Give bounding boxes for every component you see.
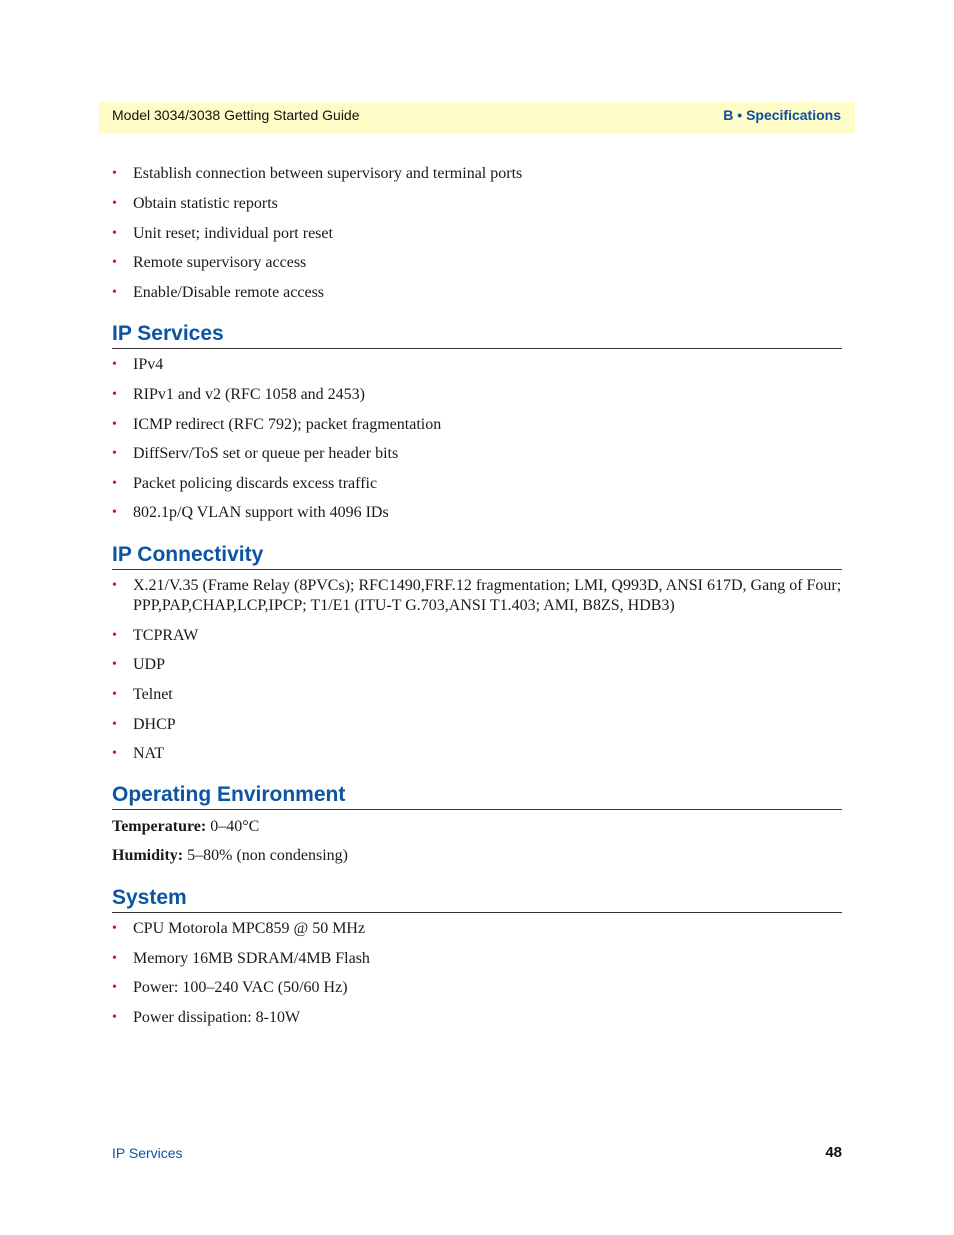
- list-item: • Memory 16MB SDRAM/4MB Flash: [112, 950, 370, 967]
- list-item: • Power: 100–240 VAC (50/60 Hz): [112, 979, 348, 996]
- section-title-ip-services: IP Services: [112, 322, 842, 349]
- bullet-icon: •: [112, 196, 117, 211]
- list-item: • Establish connection between supervisory and terminal ports: [112, 165, 523, 182]
- list-item: • X.21/V.35 (Frame Relay (8PVCs); RFC1490,FRF.12 fragmentation; LMI, Q993D, ANSI 617D, Gang of Four; PPP,PAP,CHAP,LCP,IPCP; T1/E1 (ITU-T G.703,ANSI T1.403; AMI, B8ZS, HDB3): [112, 577, 842, 614]
- bullet-icon: •: [112, 446, 117, 461]
- bullet-icon: •: [112, 657, 117, 672]
- list-item: • DHCP: [112, 716, 176, 733]
- temperature-label: Temperature:: [112, 818, 207, 835]
- list-item: • IPv4: [112, 356, 164, 373]
- bullet-icon: •: [112, 746, 117, 761]
- bullet-icon: •: [112, 717, 117, 732]
- bullet-icon: •: [112, 505, 117, 520]
- list-item: • ICMP redirect (RFC 792); packet fragmentation: [112, 416, 442, 433]
- list-item: • 802.1p/Q VLAN support with 4096 IDs: [112, 504, 389, 521]
- header-doc-title: Model 3034/3038 Getting Started Guide: [112, 107, 360, 123]
- humidity-spec: [112, 846, 348, 866]
- bullet-icon: •: [112, 357, 117, 372]
- list-item: • DiffServ/ToS set or queue per header bits: [112, 445, 399, 462]
- bullet-icon: •: [112, 687, 117, 702]
- bullet-icon: •: [112, 387, 117, 402]
- bullet-icon: •: [112, 578, 117, 593]
- header-section-label: B • Specifications: [723, 107, 841, 123]
- page-number: 48: [825, 1144, 842, 1161]
- bullet-icon: •: [112, 226, 117, 241]
- list-item: • UDP: [112, 656, 166, 673]
- bullet-icon: •: [112, 417, 117, 432]
- list-item: • Packet policing discards excess traffic: [112, 475, 378, 492]
- list-item: • Remote supervisory access: [112, 254, 307, 271]
- list-item: • Power dissipation: 8-10W: [112, 1009, 301, 1026]
- list-item: • Unit reset; individual port reset: [112, 225, 333, 242]
- bullet-icon: •: [112, 951, 117, 966]
- list-item: • NAT: [112, 745, 165, 762]
- section-title-ip-connectivity: IP Connectivity: [112, 543, 842, 570]
- bullet-icon: •: [112, 980, 117, 995]
- list-item: • Enable/Disable remote access: [112, 284, 325, 301]
- bullet-icon: •: [112, 476, 117, 491]
- list-item: • CPU Motorola MPC859 @ 50 MHz: [112, 920, 366, 937]
- list-item: • TCPRAW: [112, 627, 199, 644]
- bullet-icon: •: [112, 921, 117, 936]
- section-title-operating-environment: Operating Environment: [112, 783, 842, 810]
- ip-connectivity-list: [112, 576, 842, 774]
- system-list: [112, 919, 842, 1038]
- temperature-value: 0–40°C: [206, 818, 260, 835]
- list-item: • Obtain statistic reports: [112, 195, 278, 212]
- bullet-icon: •: [112, 166, 117, 181]
- ip-services-list: [112, 355, 842, 533]
- bullet-icon: •: [112, 628, 117, 643]
- bullet-icon: •: [112, 285, 117, 300]
- intro-bullet-list: [112, 164, 842, 313]
- running-header: [99, 102, 855, 133]
- temperature-spec: [112, 817, 259, 837]
- footer-section-link: IP Services: [112, 1145, 183, 1161]
- humidity-label: Humidity:: [112, 847, 184, 864]
- humidity-value: 5–80% (non condensing): [183, 847, 348, 864]
- bullet-icon: •: [112, 1010, 117, 1025]
- list-item: • RIPv1 and v2 (RFC 1058 and 2453): [112, 386, 365, 403]
- list-item: • Telnet: [112, 686, 173, 703]
- section-title-system: System: [112, 886, 842, 913]
- bullet-icon: •: [112, 255, 117, 270]
